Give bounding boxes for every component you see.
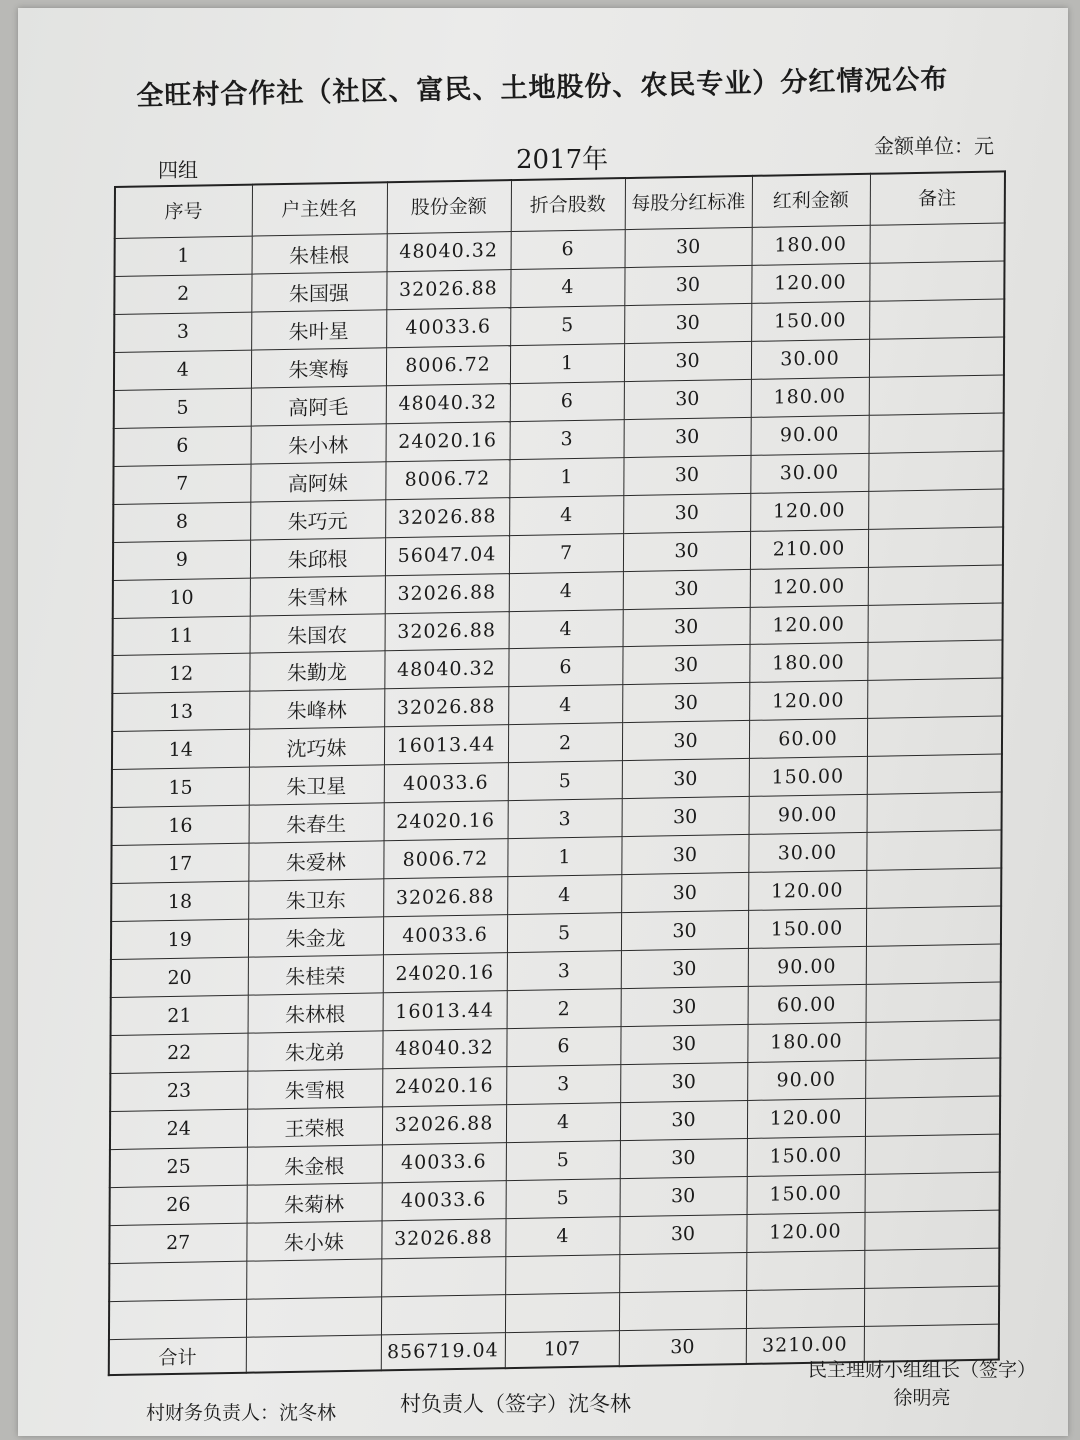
row-dividend: 120.00: [750, 605, 868, 645]
row-amount: 40033.6: [382, 1181, 506, 1221]
row-no: 5: [114, 388, 251, 428]
row-shares: 4: [507, 875, 621, 915]
row-note: [865, 1096, 1000, 1136]
row-amount: 32026.88: [385, 611, 509, 651]
row-amount: 40033.6: [382, 1143, 506, 1183]
row-amount: 48040.32: [384, 649, 508, 689]
row-amount: 8006.72: [383, 839, 507, 879]
row-amount: 32026.88: [385, 573, 509, 613]
row-rate: 30: [620, 1024, 747, 1064]
row-rate: 30: [624, 341, 751, 381]
row-rate: 30: [620, 1138, 747, 1178]
row-shares: 6: [510, 381, 624, 421]
row-note: [866, 906, 1001, 946]
row-amount: 32026.88: [383, 877, 507, 917]
row-name: 朱卫星: [249, 765, 384, 805]
row-no: 17: [111, 843, 248, 883]
row-shares: 4: [510, 268, 624, 308]
row-name: 朱雪林: [250, 575, 385, 615]
row-note: [865, 1020, 1000, 1060]
row-shares: [505, 1254, 619, 1294]
row-note: [869, 299, 1004, 339]
row-dividend: 120.00: [746, 1212, 864, 1252]
row-amount: 48040.32: [387, 232, 511, 272]
row-name: 朱桂根: [252, 234, 387, 274]
row-note: [866, 944, 1001, 984]
row-shares: 4: [506, 1103, 620, 1143]
row-rate: 30: [624, 417, 751, 457]
row-amount: 16013.44: [383, 991, 507, 1031]
row-shares: 4: [509, 495, 623, 535]
group-label: 四组: [158, 158, 198, 182]
row-dividend: 150.00: [747, 1174, 865, 1214]
row-amount: 40033.6: [386, 307, 510, 347]
row-rate: 30: [622, 797, 749, 837]
row-shares: 3: [507, 951, 621, 991]
row-no: 11: [113, 616, 250, 656]
row-no: [109, 1261, 246, 1301]
row-note: [864, 1248, 999, 1288]
row-rate: 30: [622, 721, 749, 761]
row-name: 朱雪根: [247, 1069, 382, 1109]
row-dividend: 120.00: [750, 567, 868, 607]
row-shares: 4: [505, 1216, 619, 1256]
row-shares: 5: [506, 1141, 620, 1181]
row-no: 24: [110, 1109, 247, 1149]
village-head-signature: 村负责人（签字）沈冬林: [400, 1392, 631, 1416]
row-shares: 1: [507, 837, 621, 877]
total-name: [246, 1335, 381, 1373]
column-header-shares: 折合股数: [511, 178, 625, 231]
row-rate: 30: [622, 645, 749, 685]
row-name: 朱峰林: [249, 689, 384, 729]
row-name: 朱金根: [247, 1145, 382, 1185]
row-note: [867, 792, 1002, 832]
row-no: 27: [109, 1223, 246, 1263]
row-dividend: 180.00: [751, 377, 869, 417]
row-shares: 1: [510, 343, 624, 383]
row-dividend: 90.00: [748, 946, 866, 986]
row-no: 10: [113, 578, 250, 618]
row-name: 朱春生: [249, 803, 384, 843]
row-name: [246, 1259, 381, 1299]
row-note: [866, 982, 1001, 1022]
column-header-note: 备注: [870, 171, 1005, 225]
row-dividend: 30.00: [751, 339, 869, 379]
row-name: 朱小林: [251, 424, 386, 464]
row-no: 19: [111, 919, 248, 959]
row-rate: 30: [624, 265, 751, 305]
row-note: [865, 1172, 1000, 1212]
row-note: [867, 640, 1002, 680]
row-note: [865, 1058, 1000, 1098]
total-shares: 107: [505, 1331, 619, 1368]
row-dividend: 90.00: [749, 795, 867, 835]
row-dividend: 180.00: [749, 643, 867, 683]
row-shares: 6: [511, 230, 625, 270]
row-name: 高阿妹: [250, 461, 385, 501]
row-name: 朱卫东: [248, 879, 383, 919]
row-amount: 48040.32: [386, 383, 510, 423]
column-header-dividend: 红利金额: [752, 174, 870, 228]
row-no: 23: [110, 1071, 247, 1111]
row-dividend: [746, 1288, 864, 1328]
row-rate: 30: [621, 835, 748, 875]
row-name: 朱金龙: [248, 917, 383, 957]
row-name: 朱小妹: [246, 1221, 381, 1261]
row-dividend: 120.00: [747, 1098, 865, 1138]
row-name: 高阿毛: [251, 386, 386, 426]
row-name: 朱龙弟: [247, 1031, 382, 1071]
row-dividend: 180.00: [747, 1022, 865, 1062]
row-shares: 5: [506, 1179, 620, 1219]
row-amount: 56047.04: [385, 535, 509, 575]
row-dividend: 90.00: [751, 415, 869, 455]
row-name: 王荣根: [247, 1107, 382, 1147]
row-rate: 30: [621, 911, 748, 951]
column-header-rate: 每股分红标准: [625, 176, 752, 230]
row-shares: 7: [509, 533, 623, 573]
row-amount: 8006.72: [385, 459, 509, 499]
row-no: 8: [113, 502, 250, 542]
row-name: 沈巧妹: [249, 727, 384, 767]
row-note: [869, 337, 1004, 377]
row-no: 2: [114, 274, 251, 314]
row-no: 9: [113, 540, 250, 580]
row-rate: [619, 1252, 746, 1292]
row-rate: 30: [622, 759, 749, 799]
row-name: 朱爱林: [248, 841, 383, 881]
row-shares: 3: [510, 419, 624, 459]
row-shares: 4: [508, 685, 622, 725]
row-name: 朱叶星: [251, 310, 386, 350]
row-shares: 2: [507, 989, 621, 1029]
row-note: [867, 716, 1002, 756]
row-shares: 6: [508, 647, 622, 687]
row-rate: 30: [620, 1176, 747, 1216]
row-no: 22: [110, 1033, 247, 1073]
row-rate: 30: [622, 683, 749, 723]
row-amount: 32026.88: [384, 687, 508, 727]
row-no: 26: [110, 1185, 247, 1225]
row-name: 朱勤龙: [249, 651, 384, 691]
row-shares: 6: [506, 1027, 620, 1067]
row-dividend: 30.00: [748, 833, 866, 873]
row-dividend: 60.00: [748, 984, 866, 1024]
document-sheet: [18, 8, 1068, 1436]
democratic-group-name: 徐明亮: [893, 1387, 951, 1409]
row-no: 20: [111, 957, 248, 997]
row-no: 25: [110, 1147, 247, 1187]
row-amount: 24020.16: [386, 421, 510, 461]
row-rate: 30: [624, 379, 751, 419]
row-rate: 30: [621, 987, 748, 1027]
row-dividend: 120.00: [750, 491, 868, 531]
column-header-amount: 股份金额: [387, 180, 511, 234]
democratic-group-signature: [808, 1356, 1036, 1412]
row-no: 4: [114, 350, 251, 390]
unit-label: 金额单位：元: [874, 134, 994, 158]
dividend-table: [108, 170, 1006, 1376]
row-amount: 24020.16: [382, 1067, 506, 1107]
row-dividend: 150.00: [749, 757, 867, 797]
row-amount: 8006.72: [386, 345, 510, 385]
row-no: [109, 1299, 246, 1340]
row-shares: 5: [510, 305, 624, 345]
row-amount: 40033.6: [383, 915, 507, 955]
row-note: [865, 1134, 1000, 1174]
row-note: [868, 489, 1003, 529]
row-no: 18: [111, 881, 248, 921]
year-label: 2017年: [516, 145, 609, 175]
row-shares: 3: [506, 1065, 620, 1105]
row-dividend: 90.00: [747, 1060, 865, 1100]
row-no: 13: [112, 692, 249, 732]
row-shares: 5: [507, 913, 621, 953]
row-note: [868, 603, 1003, 643]
row-shares: 2: [508, 723, 622, 763]
column-header-name: 户主姓名: [252, 182, 387, 236]
row-amount: 24020.16: [383, 953, 507, 993]
row-rate: 30: [620, 1100, 747, 1140]
total-label: 合计: [109, 1337, 246, 1375]
row-name: 朱国农: [250, 613, 385, 653]
row-note: [866, 830, 1001, 870]
row-shares: 4: [509, 609, 623, 649]
row-note: [869, 261, 1004, 301]
row-shares: 5: [508, 761, 622, 801]
row-amount: 32026.88: [385, 497, 509, 537]
row-dividend: [746, 1250, 864, 1290]
row-rate: 30: [623, 607, 750, 647]
row-amount: 48040.32: [382, 1029, 506, 1069]
row-amount: [381, 1256, 505, 1296]
finance-signature: 村财务负责人：沈冬林: [146, 1402, 337, 1424]
row-rate: 30: [621, 873, 748, 913]
row-dividend: 150.00: [747, 1136, 865, 1176]
row-rate: 30: [621, 949, 748, 989]
row-note: [864, 1286, 999, 1327]
row-no: 6: [114, 426, 251, 466]
row-dividend: 150.00: [748, 909, 866, 949]
row-dividend: 210.00: [750, 529, 868, 569]
row-dividend: 150.00: [751, 301, 869, 341]
democratic-group-label: 民主理财小组组长（签字）: [808, 1359, 1037, 1381]
row-amount: 32026.88: [382, 1105, 506, 1145]
total-dividend: 3210.00: [746, 1326, 864, 1364]
row-amount: 32026.88: [386, 270, 510, 310]
row-dividend: 180.00: [752, 225, 870, 265]
row-shares: 1: [509, 457, 623, 497]
row-no: 15: [112, 767, 249, 807]
row-name: 朱桂荣: [248, 955, 383, 995]
row-no: 3: [114, 312, 251, 352]
row-amount: [381, 1294, 505, 1334]
row-note: [869, 413, 1004, 453]
row-note: [868, 451, 1003, 491]
row-no: 1: [115, 236, 252, 276]
row-note: [867, 754, 1002, 794]
row-rate: [619, 1290, 746, 1331]
row-rate: 30: [624, 303, 751, 343]
row-note: [868, 527, 1003, 567]
row-amount: 24020.16: [384, 801, 508, 841]
row-amount: 32026.88: [381, 1218, 505, 1258]
row-dividend: 120.00: [751, 263, 869, 303]
row-note: [866, 868, 1001, 908]
row-name: [246, 1297, 381, 1338]
row-no: 12: [112, 654, 249, 694]
document-title: 全旺村合作社（社区、富民、土地股份、农民专业）分红情况公布: [136, 63, 949, 112]
row-note: [867, 678, 1002, 718]
row-rate: 30: [619, 1214, 746, 1254]
row-name: 朱巧元: [250, 499, 385, 539]
row-rate: 30: [623, 569, 750, 609]
table-body: [109, 223, 1005, 1340]
row-shares: 3: [508, 799, 622, 839]
row-dividend: 120.00: [748, 871, 866, 911]
row-name: 朱林根: [248, 993, 383, 1033]
row-name: 朱邱根: [250, 537, 385, 577]
row-note: [870, 223, 1005, 263]
row-note: [869, 375, 1004, 415]
row-rate: 30: [623, 493, 750, 533]
row-dividend: 60.00: [749, 719, 867, 759]
row-rate: 30: [623, 455, 750, 495]
row-amount: 16013.44: [384, 725, 508, 765]
dividend-table-wrapper: [108, 170, 1004, 1376]
row-name: 朱菊林: [247, 1183, 382, 1223]
row-shares: [505, 1292, 619, 1332]
row-rate: 30: [625, 227, 752, 267]
row-rate: 30: [623, 531, 750, 571]
row-dividend: 120.00: [749, 681, 867, 721]
total-rate: 30: [619, 1328, 746, 1366]
row-no: 16: [112, 805, 249, 845]
row-name: 朱寒梅: [251, 348, 386, 388]
row-note: [868, 565, 1003, 605]
row-name: 朱国强: [251, 272, 386, 312]
row-no: 7: [113, 464, 250, 504]
row-amount: 40033.6: [384, 763, 508, 803]
row-no: 21: [111, 995, 248, 1035]
row-no: 14: [112, 730, 249, 770]
row-rate: 30: [620, 1062, 747, 1102]
row-note: [864, 1210, 999, 1250]
column-header-no: 序号: [115, 185, 252, 239]
row-shares: 4: [509, 571, 623, 611]
total-amount: 856719.04: [381, 1333, 505, 1371]
row-dividend: 30.00: [750, 453, 868, 493]
